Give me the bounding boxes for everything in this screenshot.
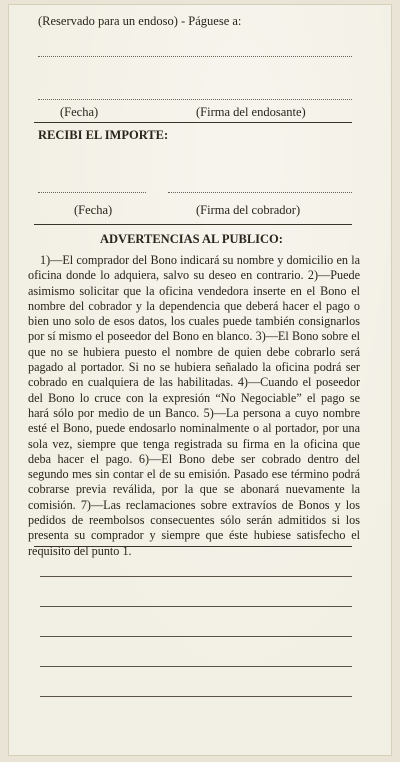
blank-line-4 [40, 666, 352, 667]
notice-item-3: 3)—El Bono sobre el que no se hubiera puesto el nombre de quien debe cobrarlo será pagado al portador. Si no se hubiera señalado la oficina podrá ser cobrado en cualquiera de las habilitadas. [28, 329, 361, 390]
notice-text [28, 253, 360, 559]
notice-title: ADVERTENCIAS AL PUBLICO: [100, 232, 283, 246]
endorse-signature-label: (Firma del endosante) [196, 105, 306, 119]
blank-line-1 [40, 576, 352, 577]
endorse-line-2 [38, 99, 352, 100]
notice-item-6: 6)—El Bono debe ser cobrado dentro del segundo mes sin contar el de su emisión. Pasado ese término podrá cobrarse previa reválida, por la que se abonará nuevamente la comisión. [28, 451, 360, 512]
receipt-date-label: (Fecha) [74, 203, 113, 217]
section-divider-1 [34, 122, 352, 123]
notice-item-1: 1)—El comprador del Bono indicará su nombre y domicilio en la oficina donde lo adquiera, salvo su deseo en contrario. [28, 253, 360, 283]
blank-line-2 [40, 606, 352, 607]
receipt-date-line [38, 192, 146, 193]
section-divider-3 [34, 546, 352, 547]
blank-line-3 [40, 636, 352, 637]
endorse-label: (Reservado para un endoso) - Páguese a: [38, 14, 242, 28]
notice-item-2: 2)—Puede asimismo solicitar que la oficina vendedora inserte en el Bono el nombre del cobrador y la dependencia que deberá hacer el pago o bien uno solo de esos datos, los cuales puede también consignarlos por sí mismo el poseedor del Bono en blanco. [28, 268, 361, 344]
endorse-date-label: (Fecha) [60, 105, 99, 119]
notice-item-4: 4)—Cuando el poseedor del Bono lo cruce con la expresión “No Negociable” el pago se hará sólo por medio de un Banco. [28, 375, 361, 420]
section-divider-2 [34, 224, 352, 225]
endorse-line-1 [38, 56, 352, 57]
notice-item-7: 7)—Las reclamaciones sobre extravíos de Bonos y los pedidos de reembolsos consecuentes sólo serán admitidos si los presenta su comprador y siempre que éste hubiese satisfecho el requisito del punto 1. [28, 497, 360, 558]
receipt-signature-label: (Firma del cobrador) [196, 203, 301, 217]
blank-line-5 [40, 696, 352, 697]
receipt-signature-line [168, 192, 352, 193]
receipt-title: RECIBI EL IMPORTE: [38, 128, 169, 142]
notice-item-5: 5)—La persona a cuyo nombre esté el Bono, puede endosarlo nominalmente o al portador, por una sola vez, siempre que tenga registrada su firma en la oficina que deba hacer el pago. [28, 405, 360, 466]
